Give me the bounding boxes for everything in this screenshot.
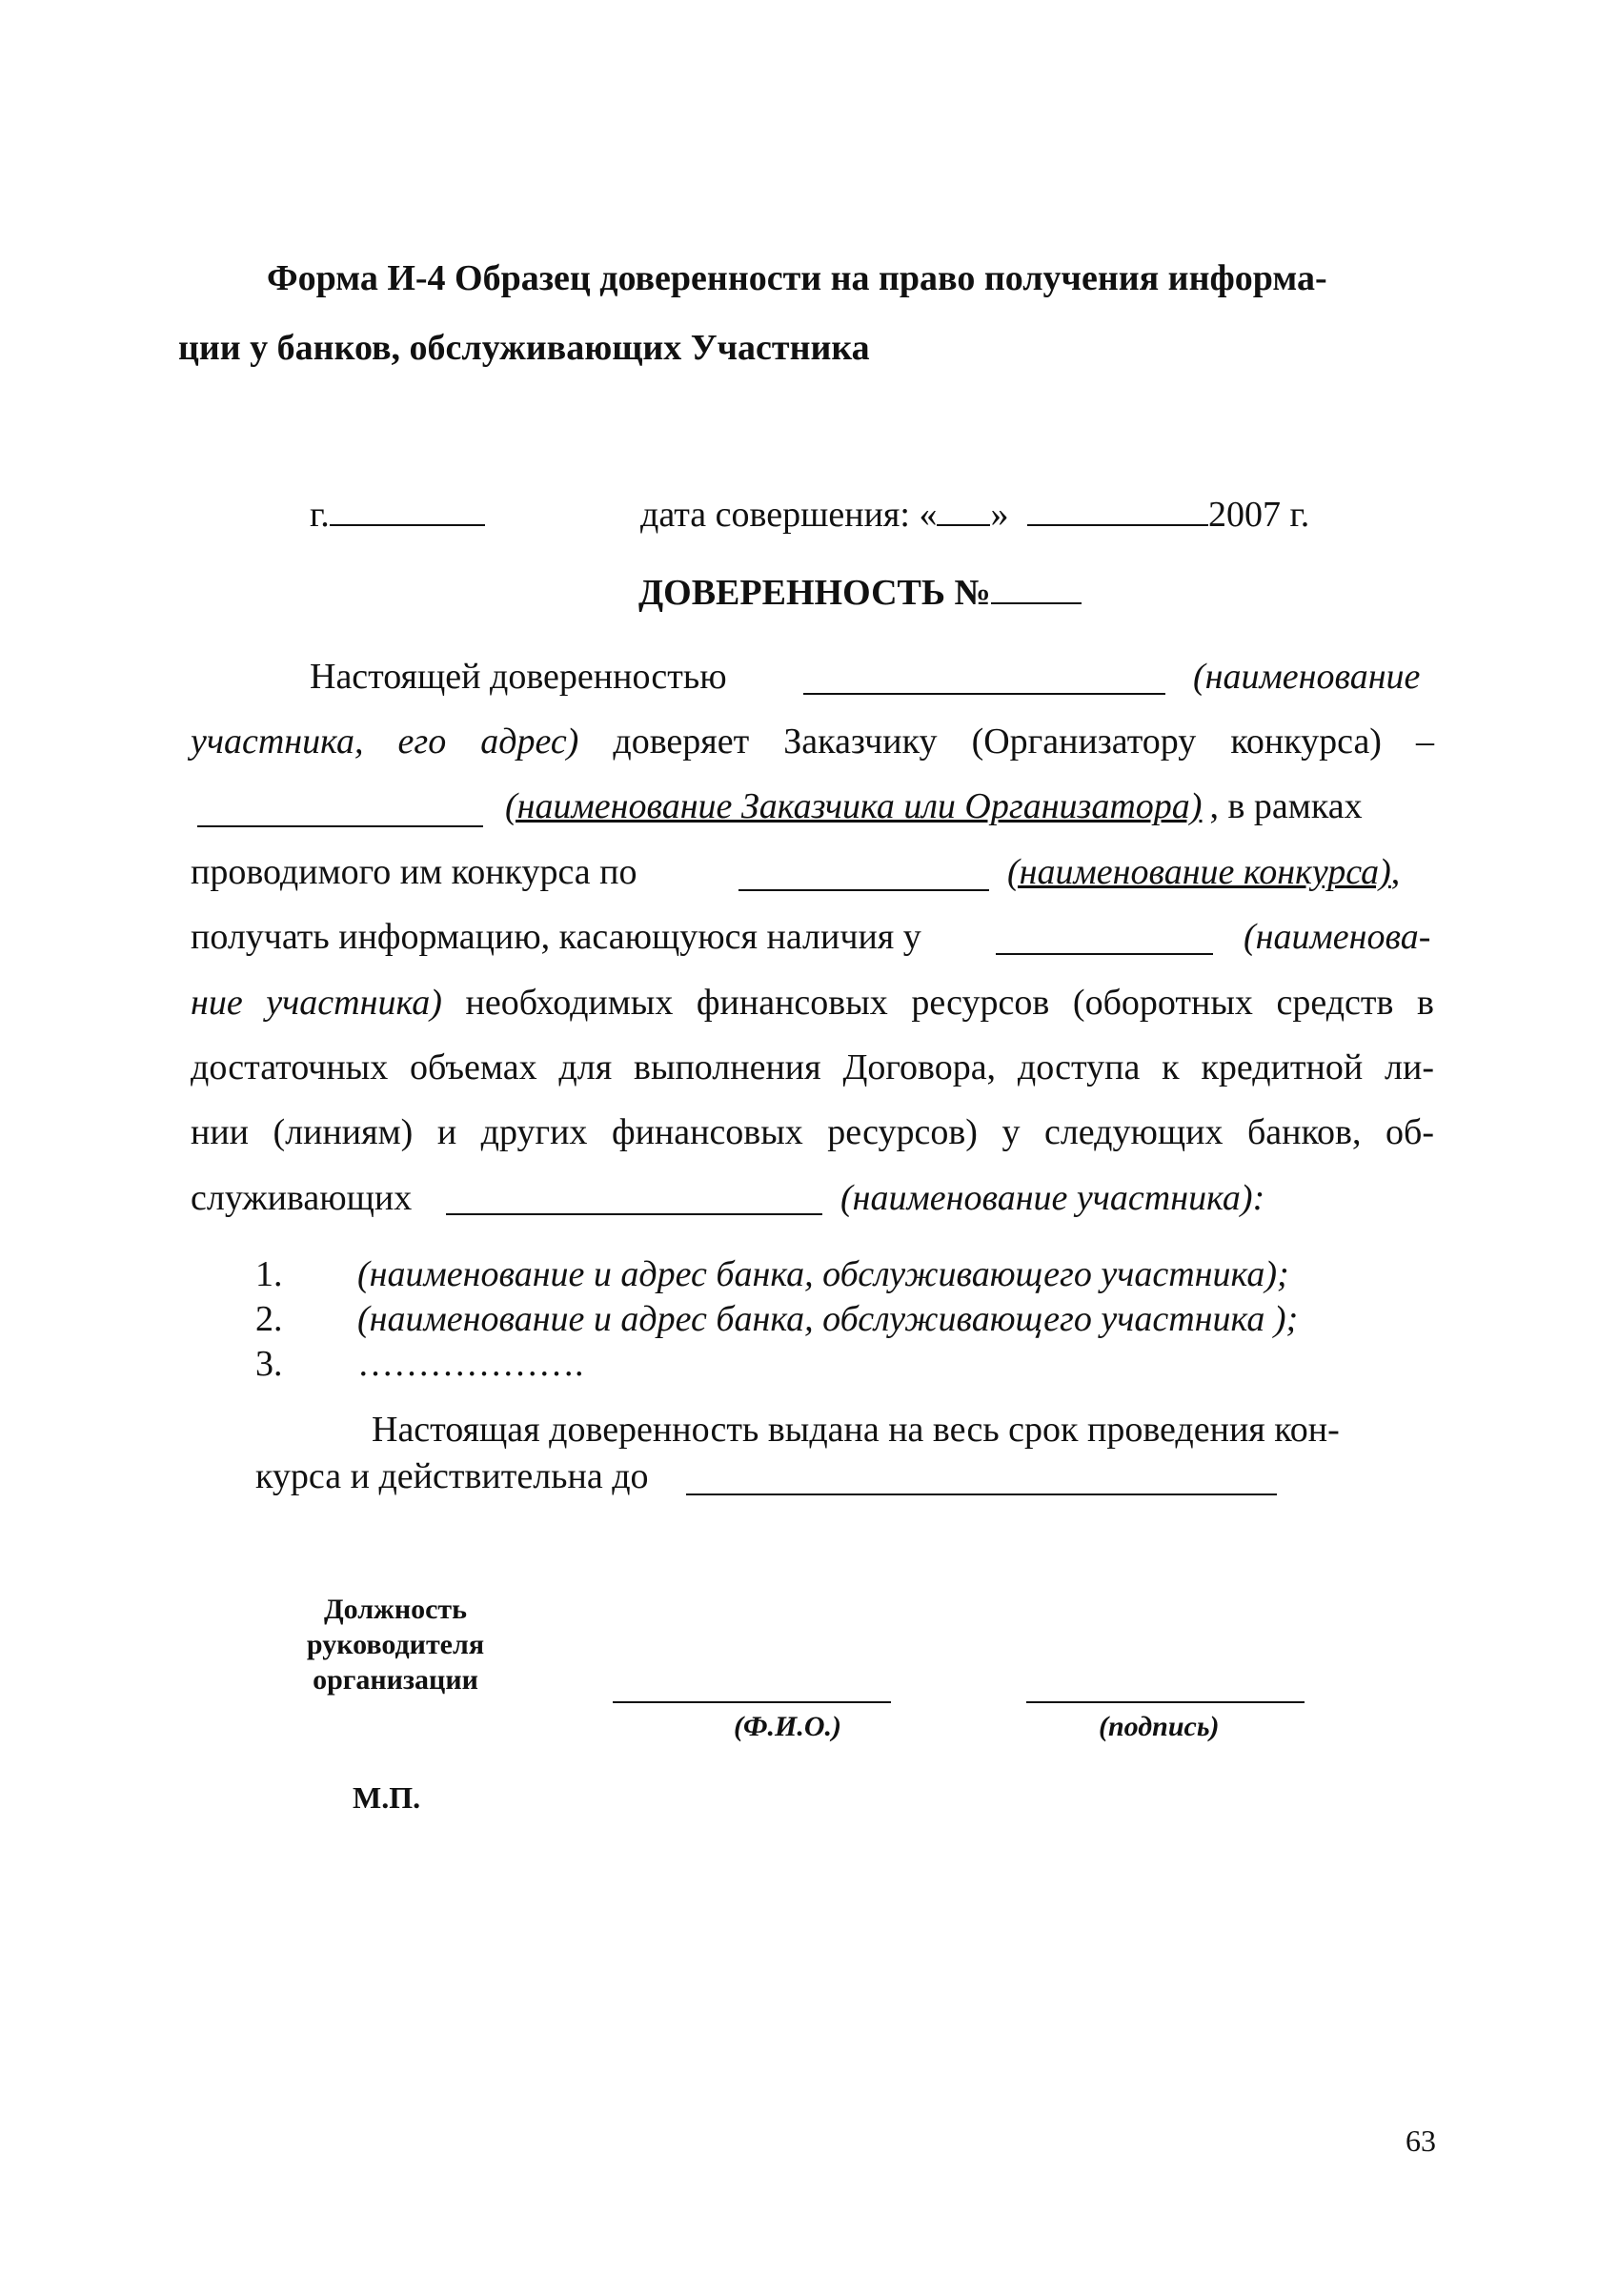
participant-blank-3[interactable] (446, 1213, 822, 1215)
month-blank[interactable] (1027, 524, 1208, 526)
date-label: дата совершения: « (640, 495, 938, 535)
heading (638, 572, 1082, 614)
validity-date-blank[interactable] (686, 1493, 1277, 1495)
fio-label: (Ф.И.О.) (734, 1711, 841, 1742)
date-field (640, 494, 1309, 536)
para-line-8-text: нии (линиям) и других финансовых ресурсов) у следующих банков, об- (191, 1112, 1434, 1152)
signature-line[interactable] (1026, 1701, 1305, 1703)
list-num-2: 2. (255, 1299, 283, 1339)
para-line-4-end (1007, 851, 1400, 893)
list-item-3: ………………. (357, 1344, 584, 1384)
position-line-2: руководителя (306, 1629, 485, 1660)
para-line-6-italic: ние участника) (191, 983, 442, 1023)
heading-text: ДОВЕРЕННОСТЬ № (638, 573, 991, 613)
para-line-5-italic: (наименова- (1244, 917, 1431, 957)
para-line-4-comma: , (1390, 852, 1401, 892)
list-item-2: (наименование и адрес банка, обслуживающего участника ); (357, 1299, 1299, 1339)
fio-line[interactable] (613, 1701, 891, 1703)
date-quote-close: » (990, 495, 1009, 535)
signature-label: (подпись) (1099, 1711, 1220, 1742)
para-line-8 (191, 1111, 1434, 1153)
participant-blank[interactable] (803, 693, 1165, 695)
position-label (267, 1592, 524, 1697)
year: 2007 г. (1207, 495, 1310, 535)
participant-blank-2[interactable] (996, 953, 1213, 955)
position-line-1: Должность (323, 1594, 468, 1625)
validity-line-2: курса и действительна до (255, 1456, 649, 1496)
para-line-6-text: необходимых финансовых ресурсов (оборотных средств в (465, 983, 1434, 1023)
para-line-3-italic: (наименование Заказчика или Организатора) (505, 786, 1203, 826)
para-line-2 (191, 721, 1434, 762)
place-date-line (310, 494, 485, 536)
para-line-9-text: служивающих (191, 1178, 413, 1218)
para-line-2-italic: участника, его адрес) (191, 721, 579, 762)
list-num-3: 3. (255, 1344, 283, 1384)
para-line-7 (191, 1046, 1434, 1088)
title-line-1: Форма И-4 Образец доверенности на право получения информа- (267, 258, 1327, 298)
para-line-1-italic: (наименование (1193, 657, 1421, 697)
para-line-2-text: доверяет Заказчику (Организатору конкурса) – (613, 721, 1434, 762)
para-line-4-text: проводимого им конкурса по (191, 852, 637, 892)
para-line-1-text: Настоящей доверенностью (310, 657, 727, 697)
para-line-6 (191, 982, 1434, 1024)
customer-blank[interactable] (197, 825, 483, 827)
list-num-1: 1. (255, 1254, 283, 1294)
list-item-1: (наименование и адрес банка, обслуживающего участника); (357, 1254, 1289, 1294)
number-blank[interactable] (991, 602, 1082, 604)
para-line-4-italic: (наименование конкурса) (1007, 852, 1391, 892)
para-line-3 (505, 785, 1363, 827)
title-line-2: ции у банков, обслуживающих Участника (178, 328, 870, 368)
validity-line-1: Настоящая доверенность выдана на весь срок проведения кон- (372, 1410, 1340, 1450)
para-line-9-italic: (наименование участника): (840, 1178, 1265, 1218)
city-blank[interactable] (330, 524, 485, 526)
page-number: 63 (1406, 2123, 1436, 2158)
stamp-label: М.П. (353, 1780, 421, 1815)
city-prefix: г. (310, 495, 330, 535)
position-line-3: организации (313, 1664, 478, 1696)
para-line-5-text: получать информацию, касающуюся наличия у (191, 917, 921, 957)
tender-blank[interactable] (738, 889, 989, 891)
day-blank[interactable] (937, 524, 990, 526)
para-line-7-text: достаточных объемах для выполнения Договора, доступа к кредитной ли- (191, 1047, 1434, 1087)
para-line-3-text: , в рамках (1209, 786, 1363, 826)
